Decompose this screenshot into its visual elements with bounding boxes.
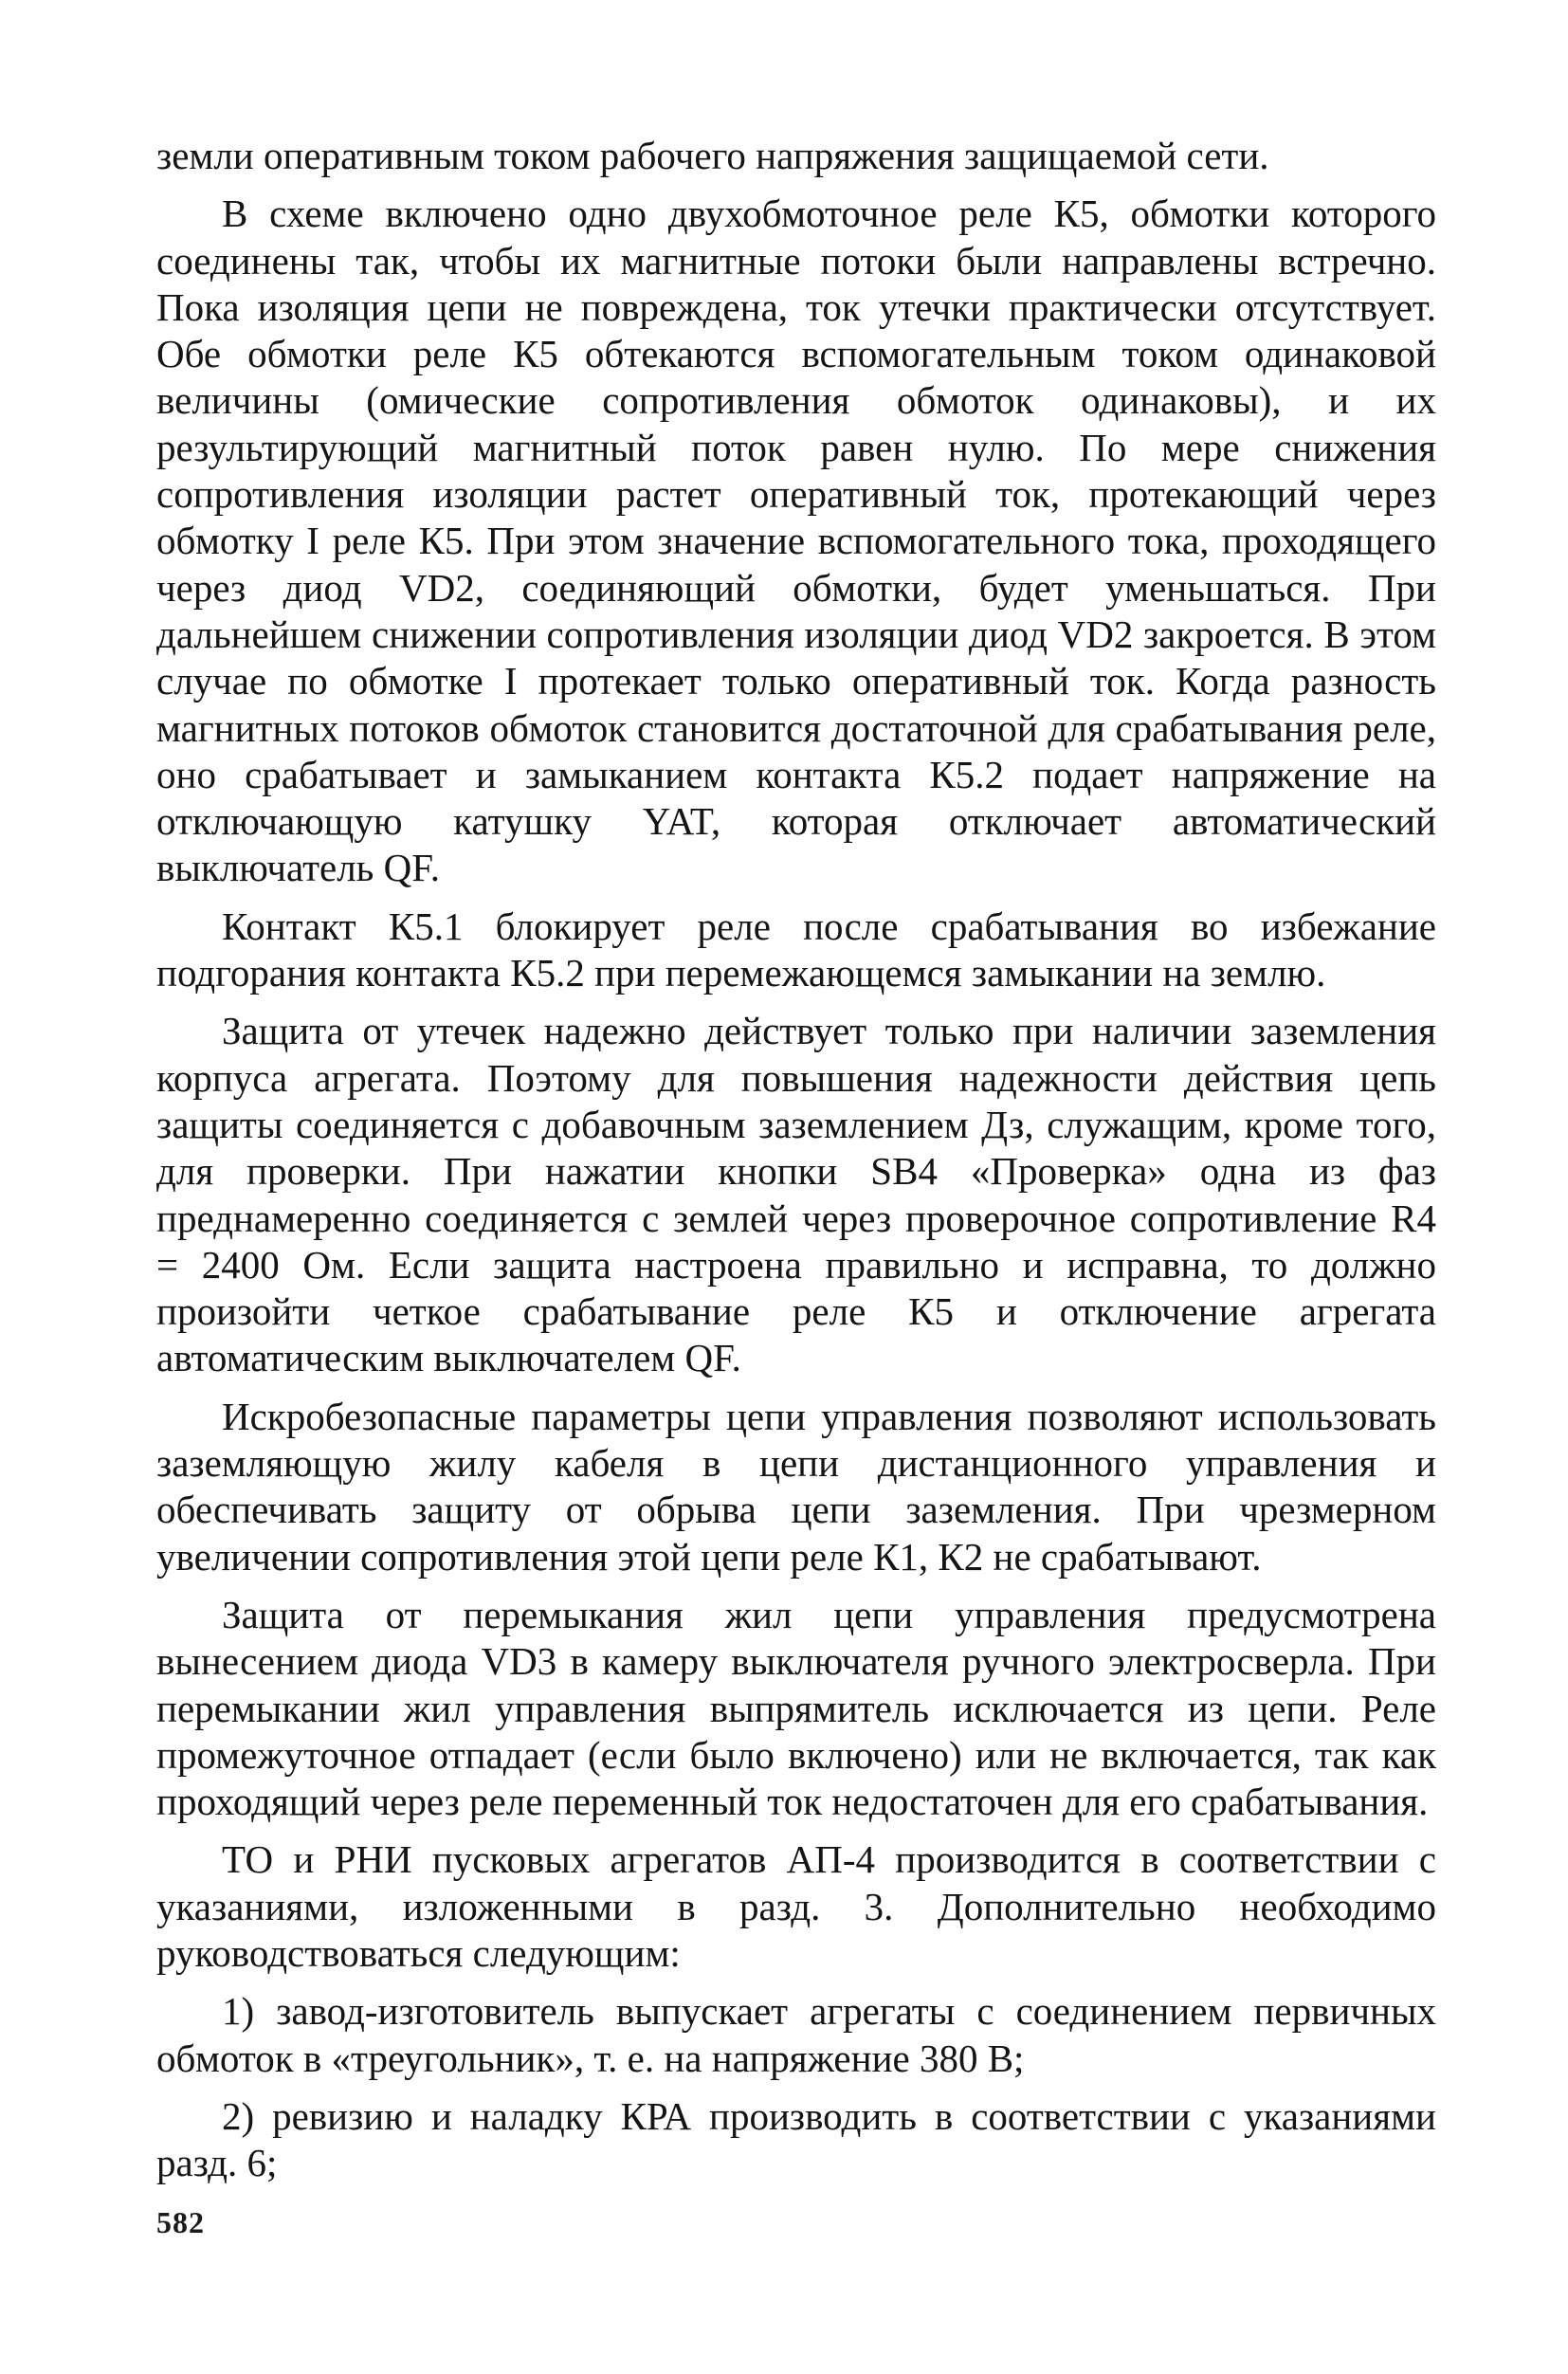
paragraph-5: Искробезопасные параметры цепи управления позволяют использовать заземляющую жилу кабеля в цепи дистанционного управления и обеспечивать защиту от обрыва цепи заземления. При чрезмерном увеличении сопротивления этой цепи реле К1, К2 не срабатывают.: [156, 1394, 1436, 1579]
paragraph-3: Контакт К5.1 блокирует реле после срабатывания во избежание подгорания контакта К5.2 при перемежающемся замыкании на землю.: [156, 904, 1436, 995]
paragraph-7: ТО и РНИ пусковых агрегатов АП-4 производится в соответствии с указаниями, изложенными в разд. 3. Дополнительно необходимо руководствоваться следующим:: [156, 1837, 1436, 1975]
paragraph-2: В схеме включено одно двухобмоточное реле К5, обмотки которого соединены так, чтобы их магнитные потоки были направлены встречно. Пока изоляция цепи не повреждена, ток утечки практически отсутствует. Обе обмотки реле К5 обтекаются вспомогательным током одинаковой величины (омические сопротивления обмоток одинаковы), и их результирующий магнитный поток равен нулю. По мере снижения сопротивления изоляции растет оперативный ток, протекающий через обмотку I реле К5. При этом значение вспомогательного тока, проходящего через диод VD2, соединяющий обмотки, будет уменьшаться. При дальнейшем снижении сопротивления изоляции диод VD2 закроется. В этом случае по обмотке I протекает только оперативный ток. Когда разность магнитных потоков обмоток становится достаточной для срабатывания реле, оно срабатывает и замыканием контакта К5.2 подает напряжение на отключающую катушку YAT, которая отключает автоматический выключатель QF.: [156, 192, 1436, 890]
list-item-1: 1) завод-изготовитель выпускает агрегаты с соединением первичных обмоток в «треугольник», т. е. на напряжение 380 В;: [156, 1989, 1436, 2080]
paragraph-4: Защита от утечек надежно действует только при наличии заземления корпуса агрегата. Поэтому для повышения надежности действия цепь защиты соединяется с добавочным заземлением Дз, служащим, кроме того, для проверки. При нажатии кнопки SB4 «Проверка» одна из фаз преднамеренно соединяется с землей через проверочное сопротивление R4 = 2400 Ом. Если защита настроена правильно и исправна, то должно произойти четкое срабатывание реле К5 и отключение агрегата автоматическим выключателем QF.: [156, 1009, 1436, 1380]
list-item-2: 2) ревизию и наладку КРА производить в соответствии с указаниями разд. 6;: [156, 2093, 1436, 2185]
paragraph-1: земли оперативным током рабочего напряжения защищаемой сети.: [156, 134, 1269, 177]
page-number: 582: [156, 2205, 205, 2239]
document-body: [156, 133, 1436, 2186]
paragraph-6: Защита от перемыкания жил цепи управления предусмотрена вынесением диода VD3 в камеру выключателя ручного электросверла. При перемыкании жил управления выпрямитель исключается из цепи. Реле промежуточное отпадает (если было включено) или не включается, так как проходящий через реле переменный ток недостаточен для его срабатывания.: [156, 1592, 1436, 1824]
